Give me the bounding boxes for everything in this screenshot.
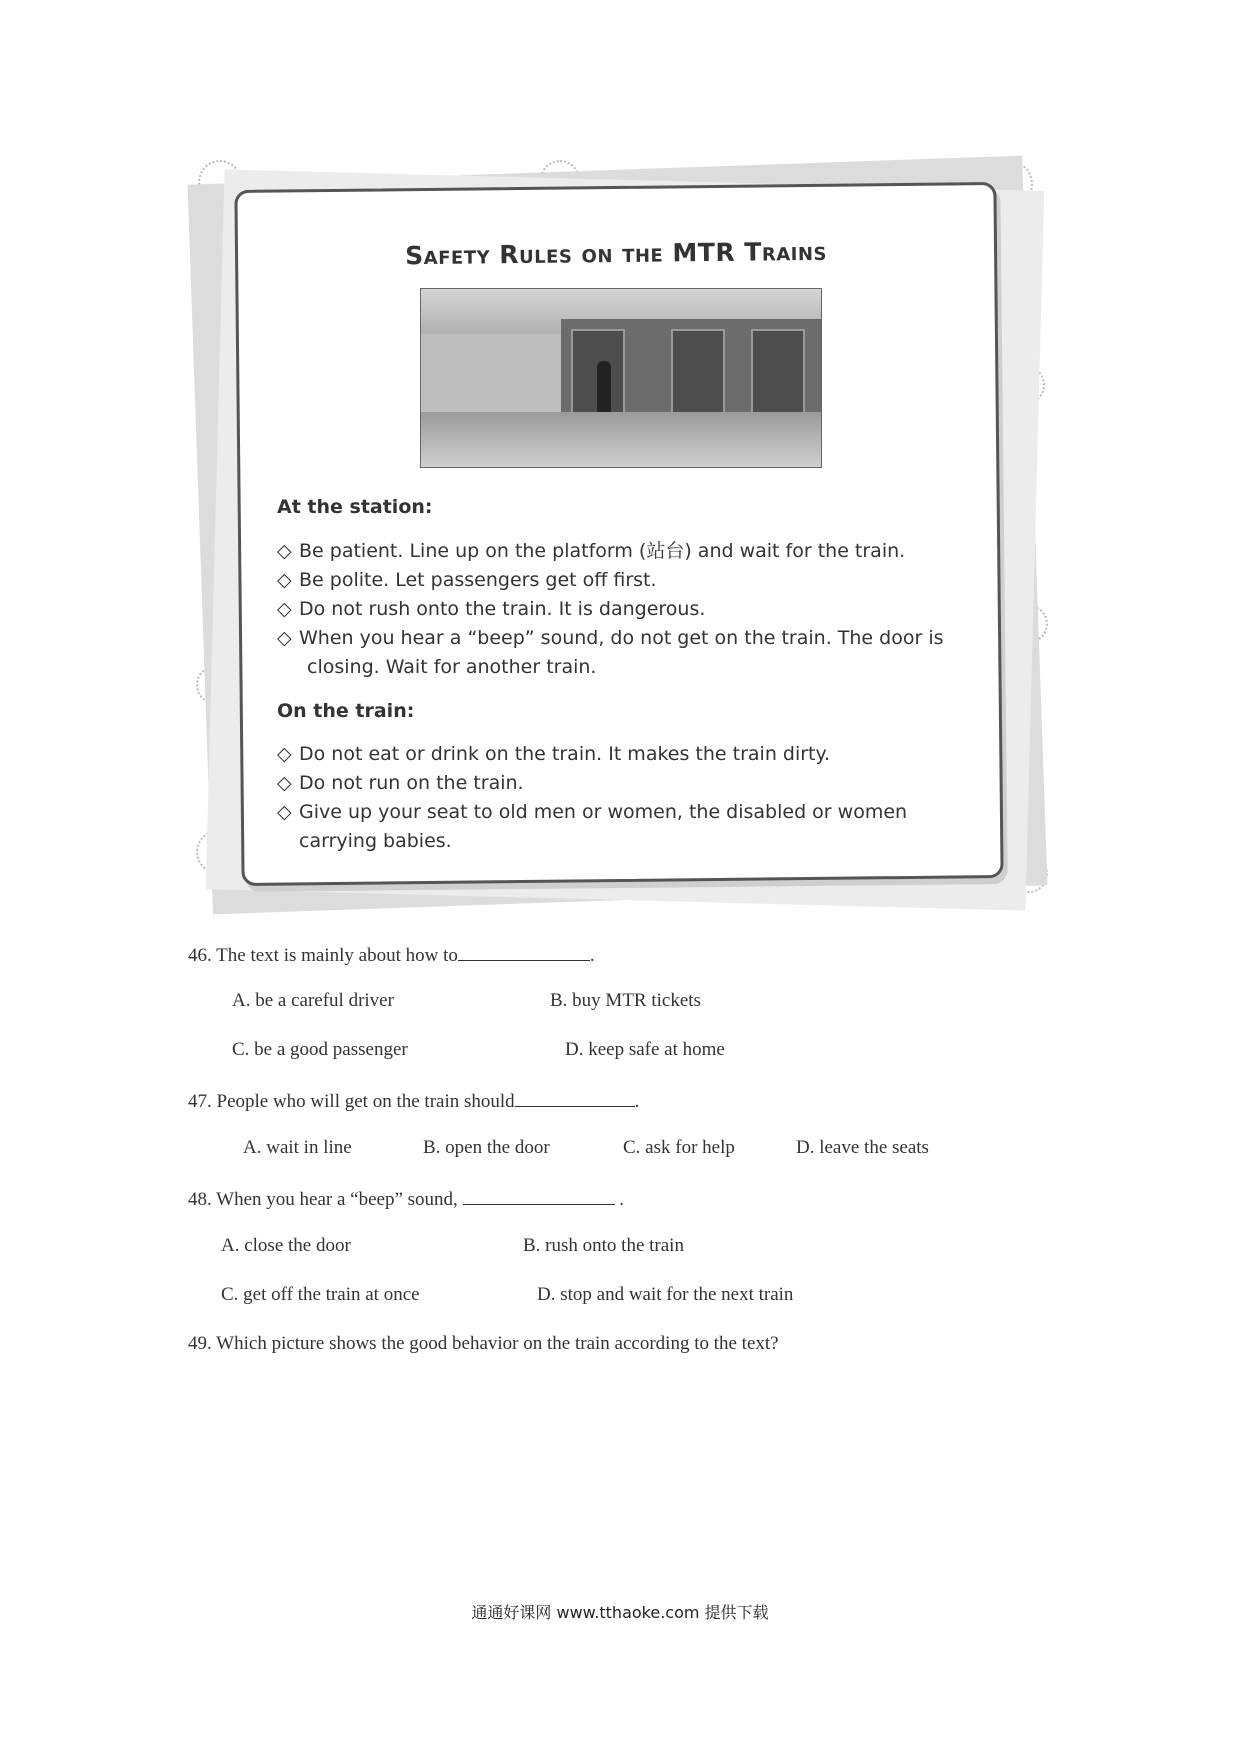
question-49 bbox=[188, 1333, 779, 1355]
rule-item bbox=[277, 537, 982, 566]
option-c[interactable]: C. be a good passenger bbox=[232, 1039, 408, 1060]
page-footer: 通通好课网 www.tthaoke.com 提供下载 bbox=[471, 1603, 769, 1622]
rule-text: Be polite. Let passengers get off first. bbox=[299, 569, 657, 591]
diamond-bullet-icon: ◇ bbox=[277, 743, 292, 765]
option-a[interactable]: A. wait in line bbox=[243, 1137, 352, 1158]
option-a[interactable]: A. be a careful driver bbox=[232, 990, 394, 1011]
answer-blank[interactable] bbox=[458, 942, 590, 961]
question-47 bbox=[188, 1088, 639, 1113]
question-number: 48. bbox=[188, 1189, 212, 1210]
rule-text: When you hear a “beep” sound, do not get on the train. The door is bbox=[299, 627, 944, 649]
rule-text: Do not run on the train. bbox=[299, 772, 524, 794]
question-46 bbox=[188, 942, 595, 967]
question-number: 47. bbox=[188, 1091, 212, 1112]
option-d[interactable]: D. keep safe at home bbox=[565, 1039, 725, 1060]
option-b[interactable]: B. open the door bbox=[423, 1137, 550, 1158]
rule-text: Do not rush onto the train. It is dangerous. bbox=[299, 598, 706, 620]
question-number: 49. bbox=[188, 1333, 212, 1354]
question-end: . bbox=[634, 1091, 640, 1112]
rule-text: Give up your seat to old men or women, the disabled or women bbox=[299, 801, 908, 823]
diamond-bullet-icon: ◇ bbox=[277, 772, 292, 794]
rule-item bbox=[277, 595, 982, 624]
diamond-bullet-icon: ◇ bbox=[277, 569, 292, 591]
rule-item bbox=[277, 798, 982, 856]
rule-text: Do not eat or drink on the train. It makes the train dirty. bbox=[299, 743, 831, 765]
diamond-bullet-icon: ◇ bbox=[277, 540, 292, 562]
section-heading-station: At the station: bbox=[277, 496, 433, 518]
diamond-bullet-icon: ◇ bbox=[277, 627, 292, 649]
card-title: Safety Rules on the MTR Trains bbox=[405, 236, 828, 271]
rule-text-continued: closing. Wait for another train. bbox=[307, 656, 597, 678]
question-end: . bbox=[589, 945, 595, 966]
question-stem: The text is mainly about how to bbox=[216, 945, 458, 966]
option-c[interactable]: C. get off the train at once bbox=[221, 1284, 420, 1305]
option-b[interactable]: B. buy MTR tickets bbox=[550, 990, 701, 1011]
question-48 bbox=[188, 1186, 624, 1211]
question-stem: When you hear a “beep” sound, bbox=[216, 1189, 458, 1210]
option-b[interactable]: B. rush onto the train bbox=[523, 1235, 684, 1256]
photo-person bbox=[597, 361, 611, 413]
rule-item bbox=[277, 566, 982, 595]
section-heading-train: On the train: bbox=[277, 700, 415, 722]
question-stem: People who will get on the train should bbox=[216, 1091, 515, 1112]
question-end: . bbox=[619, 1189, 625, 1210]
option-a[interactable]: A. close the door bbox=[221, 1235, 351, 1256]
subway-platform-photo bbox=[420, 288, 822, 468]
rule-item bbox=[277, 769, 982, 798]
answer-blank[interactable] bbox=[463, 1186, 615, 1205]
option-c[interactable]: C. ask for help bbox=[623, 1137, 735, 1158]
diamond-bullet-icon: ◇ bbox=[277, 598, 292, 620]
rule-item bbox=[277, 624, 982, 682]
rule-text-continued: carrying babies. bbox=[299, 830, 452, 852]
option-d[interactable]: D. stop and wait for the next train bbox=[537, 1284, 794, 1305]
option-d[interactable]: D. leave the seats bbox=[796, 1137, 929, 1158]
question-number: 46. bbox=[188, 945, 212, 966]
question-stem: Which picture shows the good behavior on the train according to the text? bbox=[216, 1333, 779, 1354]
rule-item bbox=[277, 740, 982, 769]
answer-blank[interactable] bbox=[515, 1088, 635, 1107]
photo-floor bbox=[421, 412, 821, 467]
diamond-bullet-icon: ◇ bbox=[277, 801, 292, 823]
rule-text: Be patient. Line up on the platform (站台) and wait for the train. bbox=[299, 540, 906, 562]
